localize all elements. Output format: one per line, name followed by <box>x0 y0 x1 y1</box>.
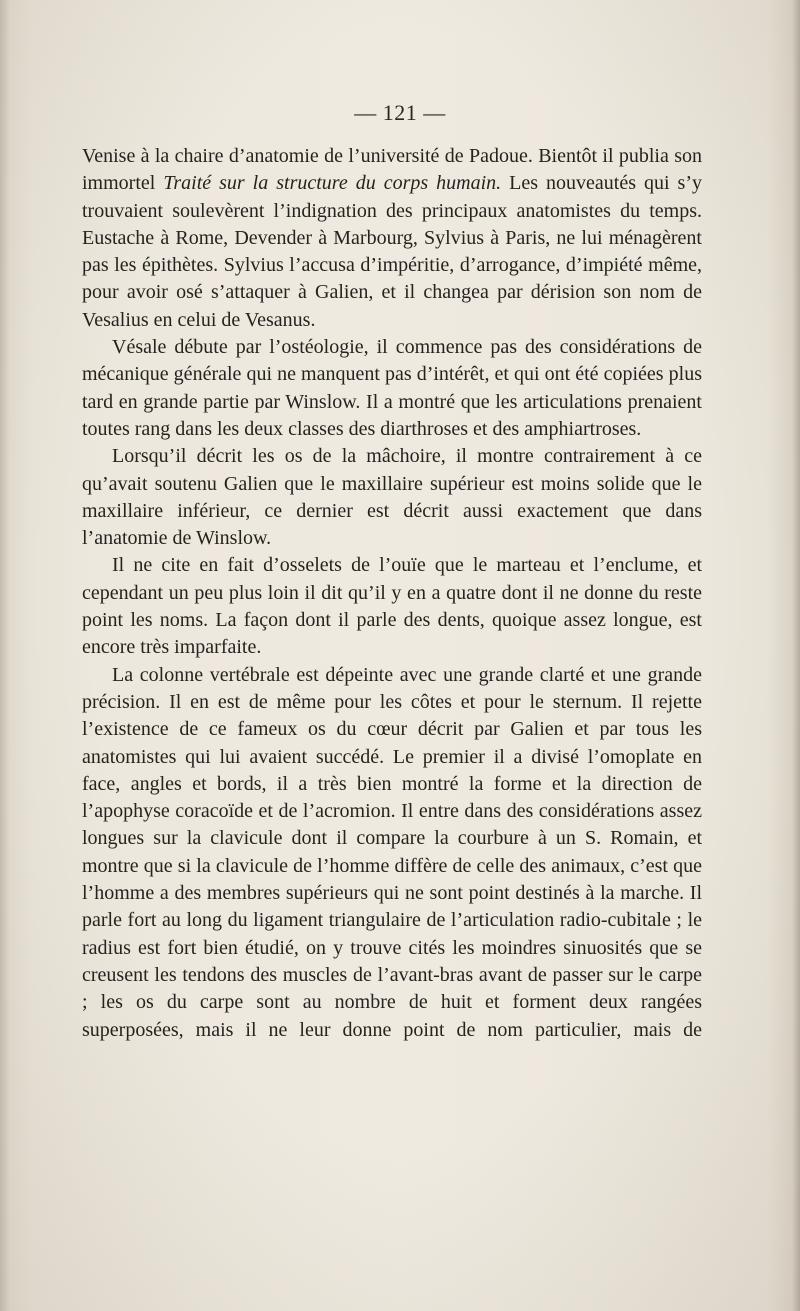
paragraph-5: La colonne vertébrale est dépeinte avec une grande clarté et une grande précision. Il en est de même pour les côtes et pour le sternum. Il rejette l’existence de ce fameux os du cœur décrit par Galien et par tous les anatomistes qui lui avaient succédé. Le premier il a divisé l’omoplate en face, angles et bords, il a très bien montré la forme et la direction de l’apophyse coracoïde et de l’acromion. Il entre dans des considérations assez longues sur la clavicule dont il compare la courbure à un S. Romain, et montre que si la clavicule de l’homme diffère de celle des animaux, c’est que l’homme a des membres supérieurs qui ne sont point destinés à la marche. Il parle fort au long du ligament triangulaire de l’articulation radio-cubitale ; le radius est fort bien étudié, on y trouve cités les moindres sinuosités que se creusent les tendons des muscles de l’avant-bras avant de passer sur le carpe ; les os du carpe sont au nombre de huit et forment deux rangées superposées, mais il ne leur donne point de nom particulier, mais de <box>82 663 702 1041</box>
paragraph-3: Lorsqu’il décrit les os de la mâchoire, il montre contrairement à ce qu’avait soutenu Galien que le maxillaire supérieur est moins solide que le maxillaire inférieur, ce dernier est décrit aussi exactement que dans l’anatomie de Winslow. <box>82 445 702 550</box>
paragraph-1-text-before: Venise à la chaire d’anatomie de l’université de Padoue. Bientôt il publia son immortel <box>82 145 702 195</box>
book-title: Traité sur la structure du corps humain. <box>163 172 502 195</box>
body-text <box>82 143 702 1044</box>
page-number: — 121 — <box>354 100 446 125</box>
paragraph-2: Vésale débute par l’ostéologie, il commence pas des considérations de mécanique générale qui ne manquent pas d’intérêt, et qui ont été copiées plus tard en grande partie par Winslow. Il a montré que les articulations prenaient toutes rang dans les deux classes des diarthroses et des amphiartroses. <box>82 336 702 440</box>
paragraph-1 <box>82 143 702 334</box>
page-right-shadow <box>792 0 800 1311</box>
paragraph-4: Il ne cite en fait d’osselets de l’ouïe que le marteau et l’enclume, et cependant un peu plus loin il dit qu’il y en a quatre dont il ne donne du reste point les noms. La façon dont il parle des dents, quoique assez longue, est encore très imparfaite. <box>82 554 702 659</box>
paragraph-1-text-after: Les nouveautés qui s’y trouvaient soulevèrent l’indignation des principaux anatomistes du temps. Eustache à Rome, Devender à Marbourg, Sylvius à Paris, ne lui ménagèrent pas les épithètes. Sylvius l’accusa d’impéritie, d’arrogance, d’impiété même, pour avoir osé s’attaquer à Galien, et il changea par dérision son nom de Vesalius en celui de Vesanus. <box>82 172 702 331</box>
page-left-shadow <box>0 0 10 1311</box>
